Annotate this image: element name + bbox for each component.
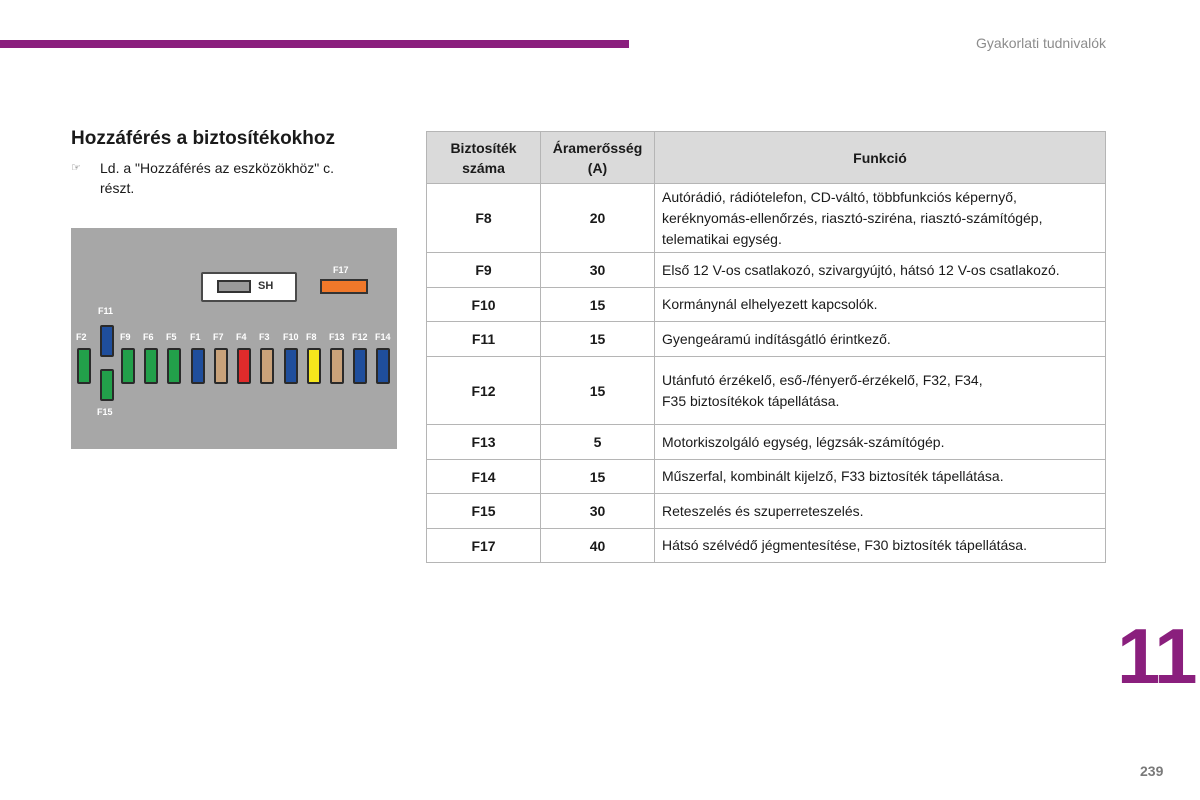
function-line: Hátsó szélvédő jégmentesítése, F30 biztosíték tápellátása.: [662, 537, 1027, 553]
function-line: Műszerfal, kombinált kijelző, F33 biztosíték tápellátása.: [662, 468, 1004, 484]
function-line: telematikai egység.: [662, 230, 782, 247]
fuse-f6: [144, 348, 158, 384]
function-line: Első 12 V-os csatlakozó, szivargyújtó, hátsó 12 V-os csatlakozó.: [662, 261, 1060, 278]
shunt-label: SH: [258, 280, 274, 292]
fuse-f11: [100, 325, 114, 357]
chapter-title: Gyakorlati tudnivalók: [976, 35, 1106, 51]
reference-bullet: [71, 158, 371, 198]
amperage-cell: 20: [541, 184, 655, 253]
table-row: [427, 494, 1106, 529]
fuse-f10: [284, 348, 298, 384]
fuse-number-cell: F11: [427, 322, 541, 357]
fuse-label-f15: F15: [97, 407, 113, 417]
fuse-f13: [330, 348, 344, 384]
table-row: [427, 288, 1106, 322]
amperage-cell: 15: [541, 460, 655, 494]
fuse-number-cell: F17: [427, 529, 541, 563]
function-cell: [655, 288, 1106, 322]
fuse-label-f3: F3: [259, 332, 270, 342]
fuse-f9: [121, 348, 135, 384]
table-row: [427, 529, 1106, 563]
amperage-cell: 15: [541, 322, 655, 357]
fuse-label-f12: F12: [352, 332, 368, 342]
function-cell: [655, 253, 1106, 288]
fuse-number-cell: F12: [427, 357, 541, 425]
fuse-label-f5: F5: [166, 332, 177, 342]
col-header-amperage: Áramerősség (A): [541, 132, 655, 184]
fuse-table: [426, 131, 1106, 563]
shunt-module: [201, 272, 297, 302]
fuse-f3: [260, 348, 274, 384]
reference-text: Ld. a "Hozzáférés az eszközökhöz" c. részt.: [100, 160, 335, 196]
fuse-label-f1: F1: [190, 332, 201, 342]
fuse-number-cell: F9: [427, 253, 541, 288]
table-row: [427, 184, 1106, 253]
page-number: 239: [1140, 763, 1164, 779]
fuse-f12: [353, 348, 367, 384]
amperage-cell: 40: [541, 529, 655, 563]
table-row: [427, 425, 1106, 460]
function-line: keréknyomás-ellenőrzés, riasztó-sziréna, riasztó-számítógép,: [662, 209, 1043, 226]
function-cell: [655, 529, 1106, 563]
function-line: Autórádió, rádiótelefon, CD-váltó, többfunkciós képernyő,: [662, 188, 1017, 205]
fuse-label-f11: F11: [98, 306, 114, 316]
table-row: [427, 357, 1106, 425]
fuse-number-cell: F15: [427, 494, 541, 529]
amperage-cell: 15: [541, 357, 655, 425]
fuse-label-f2: F2: [76, 332, 87, 342]
fuse-number-cell: F8: [427, 184, 541, 253]
fuse-f5: [167, 348, 181, 384]
amperage-cell: 5: [541, 425, 655, 460]
fuse-label-f13: F13: [329, 332, 345, 342]
function-cell: [655, 322, 1106, 357]
table-row: [427, 322, 1106, 357]
function-line: Utánfutó érzékelő, eső-/fényerő-érzékelő, F32, F34,: [662, 371, 983, 388]
amperage-cell: 30: [541, 253, 655, 288]
fuse-label-f9: F9: [120, 332, 131, 342]
table-row: [427, 460, 1106, 494]
fuse-number-cell: F14: [427, 460, 541, 494]
fuse-number-cell: F10: [427, 288, 541, 322]
fuse-label-f14: F14: [375, 332, 391, 342]
function-line: Reteszelés és szuperreteszelés.: [662, 502, 864, 519]
header-accent-bar: [0, 40, 629, 48]
section-title: Hozzáférés a biztosítékokhoz: [71, 128, 335, 149]
fuse-f1: [191, 348, 205, 384]
fuse-number-cell: F13: [427, 425, 541, 460]
amperage-cell: 15: [541, 288, 655, 322]
pointing-hand-icon: ☞: [71, 162, 81, 174]
fuse-label-f7: F7: [213, 332, 224, 342]
function-line: F35 biztosítékok tápellátása.: [662, 392, 840, 409]
col-header-number: Biztosíték száma: [427, 132, 541, 184]
fuse-box-diagram: [71, 228, 397, 449]
fuse-f2: [77, 348, 91, 384]
function-line: Motorkiszolgáló egység, légzsák-számítógép.: [662, 433, 945, 450]
table-header-row: [427, 132, 1106, 184]
function-cell: [655, 460, 1106, 494]
amperage-cell: 30: [541, 494, 655, 529]
fuse-label-f10: F10: [283, 332, 299, 342]
col-header-function: Funkció: [655, 132, 1106, 184]
fuse-f14: [376, 348, 390, 384]
fuse-f15: [100, 369, 114, 401]
function-cell: [655, 184, 1106, 253]
shunt-slot: [217, 280, 251, 293]
table-row: [427, 253, 1106, 288]
function-line: Kormánynál elhelyezett kapcsolók.: [662, 296, 878, 312]
function-line: Gyengeáramú indításgátló érintkező.: [662, 330, 891, 347]
fuse-label-f4: F4: [236, 332, 247, 342]
fuse-label-f8: F8: [306, 332, 317, 342]
function-cell: [655, 357, 1106, 425]
fuse-label-f6: F6: [143, 332, 154, 342]
chapter-number: 11: [1117, 612, 1196, 700]
fuse-label-f17: F17: [333, 265, 349, 275]
fuse-f4: [237, 348, 251, 384]
fuse-f8: [307, 348, 321, 384]
fuse-f17: [320, 279, 368, 294]
function-cell: [655, 494, 1106, 529]
function-cell: [655, 425, 1106, 460]
fuse-f7: [214, 348, 228, 384]
